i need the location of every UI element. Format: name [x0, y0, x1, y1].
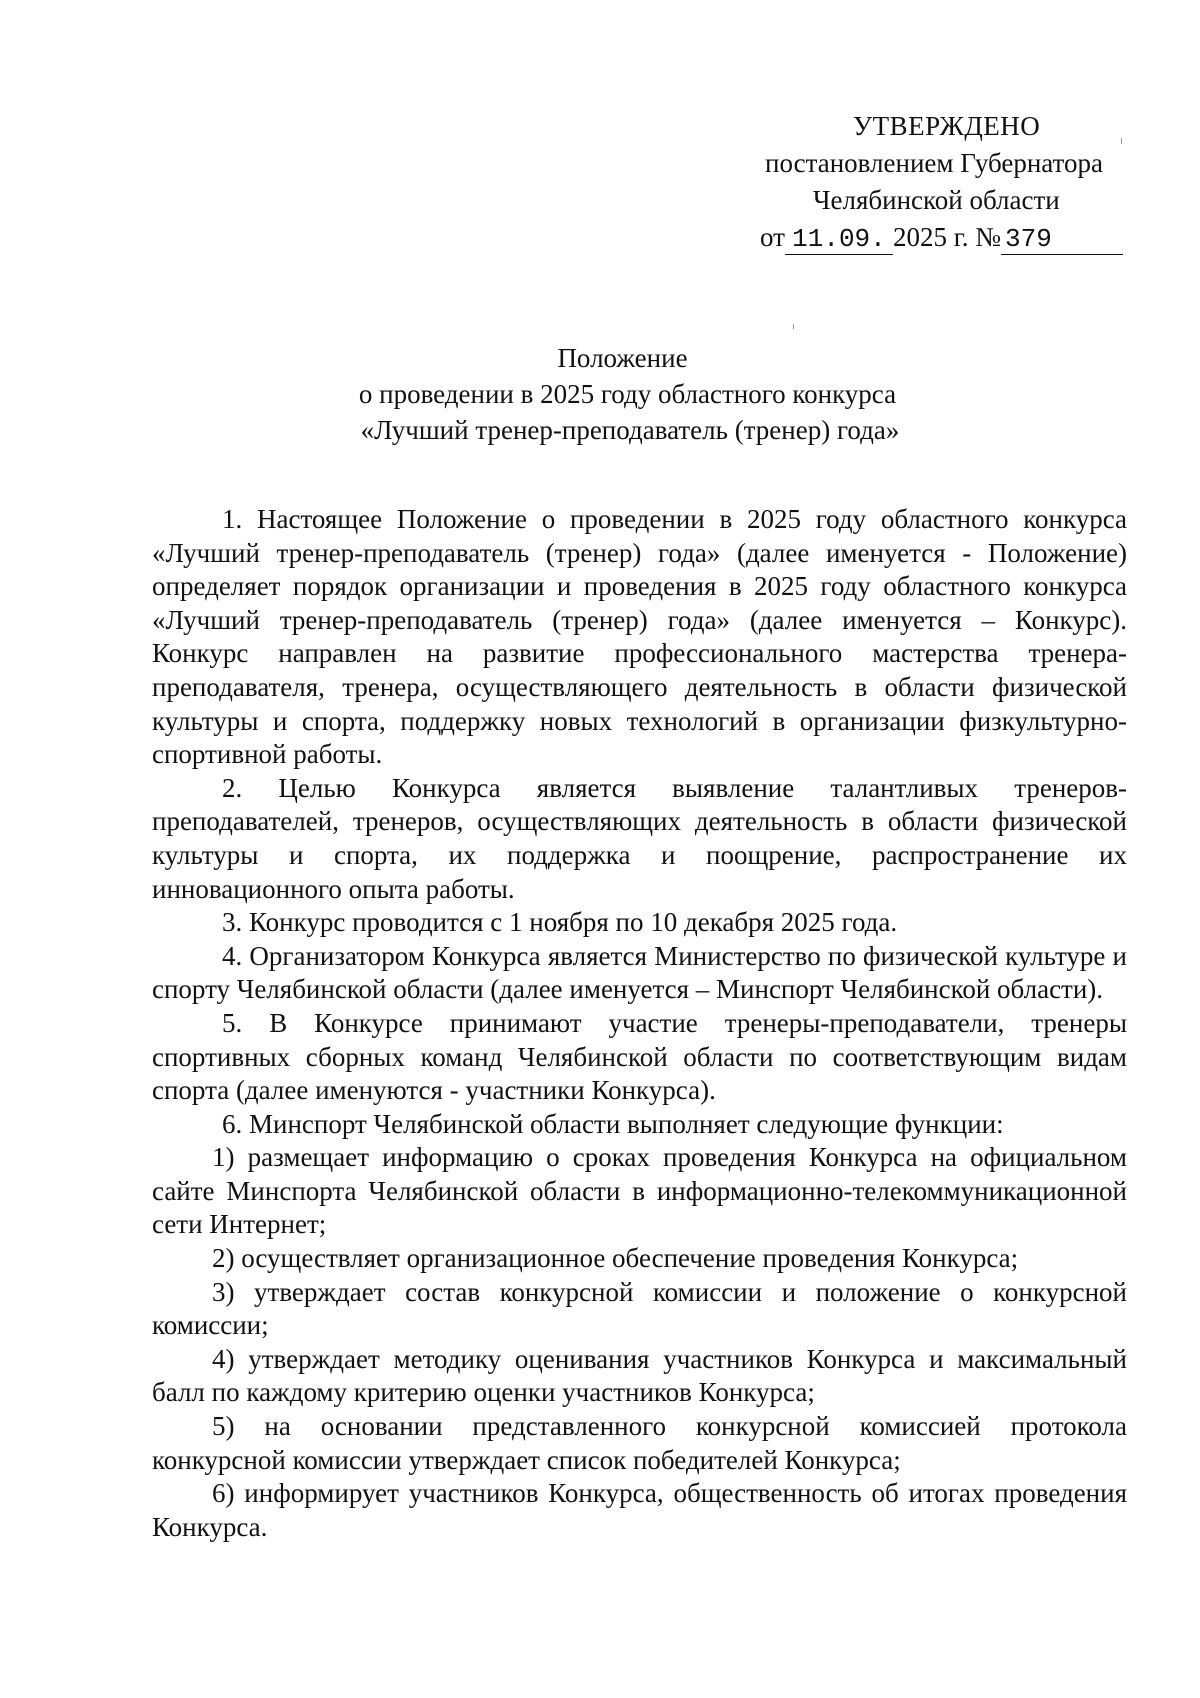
function-item-2: 2) осуществляет организационное обеспечение проведения Конкурса; — [212, 1243, 1019, 1274]
function-item-6: 6) информирует участников Конкурса, общественность об итогах проведения Конкурса. — [152, 1478, 1127, 1542]
paragraph-3: 3. Конкурс проводится с 1 ноября по 10 декабря 2025 года. — [222, 907, 898, 938]
scan-speck — [1121, 138, 1122, 144]
paragraph-4: 4. Организатором Конкурса является Министерство по физической культуре и спорту Челябинской области (далее именуется – Минспорт Челябинской области). — [152, 940, 1127, 1005]
function-item-1: 1) размещает информацию о сроках проведения Конкурса на официальном сайте Минспорта Челябинской области в информационно-телекоммуникационной сети Интернет; — [152, 1142, 1127, 1240]
region-line: Челябинской области — [813, 185, 1060, 215]
title-line-1: Положение — [557, 343, 688, 373]
approval-block — [740, 108, 1140, 256]
date-number-line — [740, 219, 1140, 256]
function-item-4: 4) утверждает методику оценивания участников Конкурса и максимальный балл по каждому критерию оценки участников Конкурса; — [152, 1343, 1127, 1408]
paragraph-1: 1. Настоящее Положение о проведении в 2025 году областного конкурса «Лучший тренер-преподаватель (тренер) года» (далее именуется - Положение) определяет порядок организации и проведения в 2025 году областного конкурса «Лучший тренер-преподаватель (тренер) года» (далее именуется – Конкурс). Конкурс направлен на развитие профессионального мастерства тренера-преподавателя, тренера, осуществляющего деятельность в области физической культуры и спорта, поддержку новых технологий в организации физкультурно-спортивной работы. — [152, 504, 1127, 770]
title-line-3: «Лучший тренер-преподаватель (тренер) года» — [360, 415, 900, 445]
paragraph-6: 6. Минспорт Челябинской области выполняет следующие функции: — [222, 1108, 1004, 1139]
date-field: 11.09. — [785, 224, 893, 255]
paragraph-2: 2. Целью Конкурса является выявление талантливых тренеров-преподавателей, тренеров, осуществляющих деятельность в области физической культуры и спорта, их поддержка и поощрение, распространение их инновационного опыта работы. — [152, 772, 1127, 904]
date-prefix: от — [760, 222, 785, 252]
title-line-2: о проведении в 2025 году областного конкурса — [358, 379, 897, 409]
document-body — [152, 503, 1127, 1544]
number-field: 379 — [1001, 224, 1123, 255]
resolution-line: постановлением Губернатора — [765, 148, 1103, 178]
function-item-3: 3) утверждает состав конкурсной комиссии и положение о конкурсной комиссии; — [152, 1276, 1127, 1341]
paragraph-5: 5. В Конкурсе принимают участие тренеры-преподаватели, тренеры спортивных сборных команд Челябинской области по соответствующим видам спорта (далее именуются - участники Конкурса). — [152, 1007, 1127, 1106]
scan-speck — [793, 324, 794, 329]
year-suffix: 2025 г. № — [892, 222, 1001, 252]
function-item-5: 5) на основании представленного конкурсной комиссией протокола конкурсной комиссии утверждает список победителей Конкурса; — [152, 1411, 1127, 1475]
approved-heading: УТВЕРЖДЕНО — [853, 111, 1041, 141]
document-title — [0, 340, 1200, 448]
